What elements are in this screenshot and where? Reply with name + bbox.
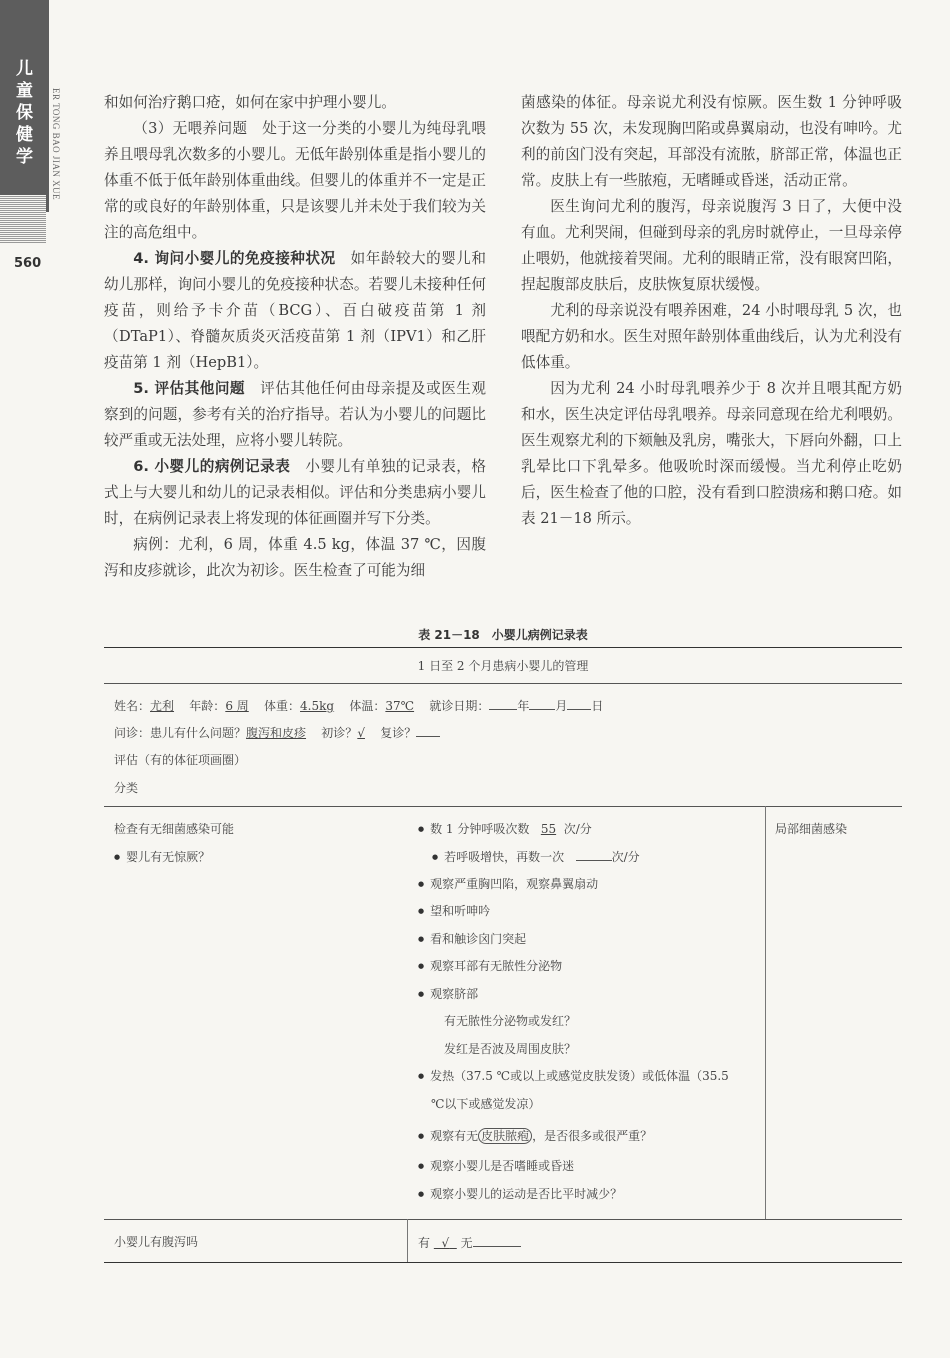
- label: 观察有无: [430, 1129, 479, 1143]
- label: 初诊？: [321, 726, 358, 740]
- fever-item: ● 发热（37.5 ℃或以上或感觉皮肤发烫）或低体温（35.5: [418, 1068, 729, 1084]
- table-rule: [104, 1219, 902, 1220]
- paragraph: 病例：尤利，6 周，体重 4.5 kg，体温 37 ℃，因腹泻和皮疹就诊，此次为初诊。医生检查了可能为细: [104, 536, 486, 579]
- fever-item-cont: ℃以下或感觉发凉）: [431, 1097, 541, 1111]
- label: 无: [460, 1236, 473, 1250]
- section-heading: 5. 评估其他问题: [133, 380, 246, 397]
- paragraph: 和如何治疗鹅口疮，如何在家中护理小婴儿。: [104, 94, 396, 111]
- paragraph-text: 如年龄较大的婴儿和幼儿那样，询问小婴儿的免疫接种状态。若婴儿未接种任何疫苗，则给予卡介苗（BCG）、百白破疫苗第 1 剂（DTaP1）、脊髓灰质炎灭活疫苗第 1 剂（IPV1）和乙肝疫苗第 1 剂（HepB1）。: [104, 250, 486, 371]
- weight-value: 4.5kg: [300, 699, 335, 713]
- skin-item: [418, 1128, 652, 1144]
- table-bottom-rule: [104, 1262, 902, 1263]
- temp-value: 37℃: [385, 699, 415, 713]
- inquiry-row: [114, 724, 440, 741]
- unit: 次/分: [563, 822, 592, 836]
- paragraph: 医生询问尤利的腹泻，母亲说腹泻 3 日了，大便中没有血。尤利哭闹，但碰到母亲的乳房时就停止，一旦母亲停止喂奶，他就接着哭闹。尤利的眼睛正常，没有眼窝凹陷，捏起腹部皮肤后，皮肤恢复原状缓慢。: [521, 198, 902, 293]
- right-column: [521, 90, 902, 532]
- day-blank[interactable]: [567, 697, 591, 710]
- side-char: 健: [16, 125, 33, 145]
- yes-check: [434, 1236, 457, 1250]
- label: 体温：: [349, 699, 386, 713]
- problem-value: 腹泻和皮疹: [246, 726, 307, 740]
- sign-item: ● 观察严重胸凹陷，观察鼻翼扇动: [418, 876, 598, 892]
- label: 就诊日期：: [429, 699, 490, 713]
- label: 数 1 分钟呼吸次数: [430, 822, 530, 836]
- side-char: 童: [16, 81, 33, 101]
- month-blank[interactable]: [529, 697, 555, 710]
- label: 年龄：: [189, 699, 226, 713]
- label: 若呼吸增快，再数一次: [444, 850, 565, 864]
- paragraph: [104, 246, 486, 376]
- paragraph: （3）无喂养问题 处于这一分类的小婴儿为纯母乳喂养且喂母乳次数多的小婴儿。无低年龄别体重是指小婴儿的体重不低于低年龄别体重曲线。但婴儿的体重并不一定是正常的或良好的年龄别体重，只是该婴儿并未处于我们较为关注的高危组中。: [104, 120, 486, 241]
- side-char: 儿: [16, 59, 33, 79]
- check-mark: √: [441, 1236, 450, 1250]
- paragraph: 菌感染的体征。母亲说尤利没有惊厥。医生数 1 分钟呼吸次数为 55 次，未发现胸凹陷或鼻翼扇动，也没有呻吟。尤利的前囟门没有突起，耳部没有流脓，脐部正常，体温也正常。皮肤上有一些脓疱，无嗜睡或昏迷，活动正常。: [521, 94, 902, 189]
- follow-up-blank[interactable]: [416, 724, 440, 737]
- circled-sign: 皮肤脓疱: [478, 1128, 532, 1144]
- section-heading: 4. 询问小婴儿的免疫接种状况: [133, 250, 336, 267]
- patient-info-row: [114, 697, 603, 714]
- unit: 次/分: [611, 850, 640, 864]
- breath-count-value: 55: [540, 822, 557, 836]
- table-rule: [104, 806, 902, 807]
- side-decoration: [0, 195, 46, 243]
- table-caption: 表 21－18 小婴儿病例记录表: [418, 628, 588, 642]
- label: 姓名：: [114, 699, 151, 713]
- side-char: 保: [16, 103, 33, 123]
- section-side-tab: [0, 0, 49, 212]
- repeat-count-row: [432, 848, 640, 865]
- label: 有: [418, 1236, 431, 1250]
- navel-subitem: 发红是否波及周围皮肤？: [444, 1042, 577, 1056]
- sign-item: ● 看和触诊囟门突起: [418, 931, 526, 947]
- column-divider: [407, 1219, 408, 1262]
- diarrhea-question: 小婴儿有腹泻吗: [114, 1235, 199, 1249]
- side-char: 学: [16, 147, 33, 167]
- no-blank[interactable]: [473, 1234, 521, 1247]
- sign-item: ● 望和听呻吟: [418, 903, 490, 919]
- sign-item: ● 观察小婴儿的运动是否比平时减少？: [418, 1186, 622, 1202]
- paragraph: 因为尤利 24 小时母乳喂养少于 8 次并且喂其配方奶和水，医生决定评估母乳喂养。母亲同意现在给尤利喂奶。医生观察尤利的下颏触及乳房，嘴张大，下唇向外翻，口上乳晕比口下乳晕多。他吸吮时深而缓慢。当尤利停止吃奶后，医生检查了他的口腔，没有看到口腔溃疡和鹅口疮。如表 21－18 所示。: [521, 380, 902, 527]
- table-rule: [104, 683, 902, 684]
- breath-count-row: [418, 821, 592, 837]
- age-value: 6 周: [225, 699, 249, 713]
- paragraph: 尤利的母亲说没有喂养困难，24 小时喂母乳 5 次，也喂配方奶和水。医生对照年龄别体重曲线后，认为尤利没有低体重。: [521, 302, 902, 371]
- label: 年: [517, 699, 530, 713]
- year-blank[interactable]: [489, 697, 517, 710]
- label: 日: [591, 699, 604, 713]
- label: 问诊：患儿有什么问题？: [114, 726, 247, 740]
- assess-label: 评估（有的体征项画圈）: [114, 753, 247, 767]
- section-heading: 6. 小婴儿的病例记录表: [133, 458, 291, 475]
- label: 体重：: [264, 699, 301, 713]
- table-top-rule: [104, 647, 902, 648]
- column-divider: [765, 806, 766, 1220]
- sign-item: ● 观察小婴儿是否嗜睡或昏迷: [418, 1158, 574, 1174]
- navel-subitem: 有无脓性分泌物或发红？: [444, 1014, 577, 1028]
- paragraph: [104, 376, 486, 454]
- sign-item: ● 观察脐部: [418, 986, 478, 1002]
- name-value: 尤利: [150, 699, 175, 713]
- classification-value: 局部细菌感染: [775, 822, 848, 836]
- convulsion-question: ● 婴儿有无惊厥？: [114, 849, 210, 865]
- left-column: [104, 90, 486, 584]
- side-pinyin: ER TONG BAO JIAN XUE: [51, 88, 61, 201]
- table-subtitle: 1 日至 2 个月患病小婴儿的管理: [417, 659, 589, 673]
- paragraph-text: 评估其他任何由母亲提及或医生观察到的问题，参考有关的治疗指导。若认为小婴儿的问题比较严重或无法处理，应将小婴儿转院。: [104, 380, 486, 449]
- label: 月: [555, 699, 568, 713]
- paragraph: [104, 454, 486, 532]
- paragraph-text: 小婴儿有单独的记录表，格式上与大婴儿和幼儿的记录表相似。评估和分类患病小婴儿时，在病例记录表上将发现的体征画圈并写下分类。: [104, 458, 486, 527]
- classify-label: 分类: [114, 781, 139, 795]
- label: ，是否很多或很严重？: [532, 1129, 653, 1143]
- bacterial-check-label: 检查有无细菌感染可能: [114, 822, 235, 836]
- diarrhea-answer: [418, 1234, 521, 1251]
- repeat-count-blank[interactable]: [576, 848, 612, 861]
- first-visit-check: √: [357, 726, 365, 740]
- page-number: 560: [14, 256, 42, 271]
- sign-item: ● 观察耳部有无脓性分泌物: [418, 958, 562, 974]
- label: 复诊？: [380, 726, 417, 740]
